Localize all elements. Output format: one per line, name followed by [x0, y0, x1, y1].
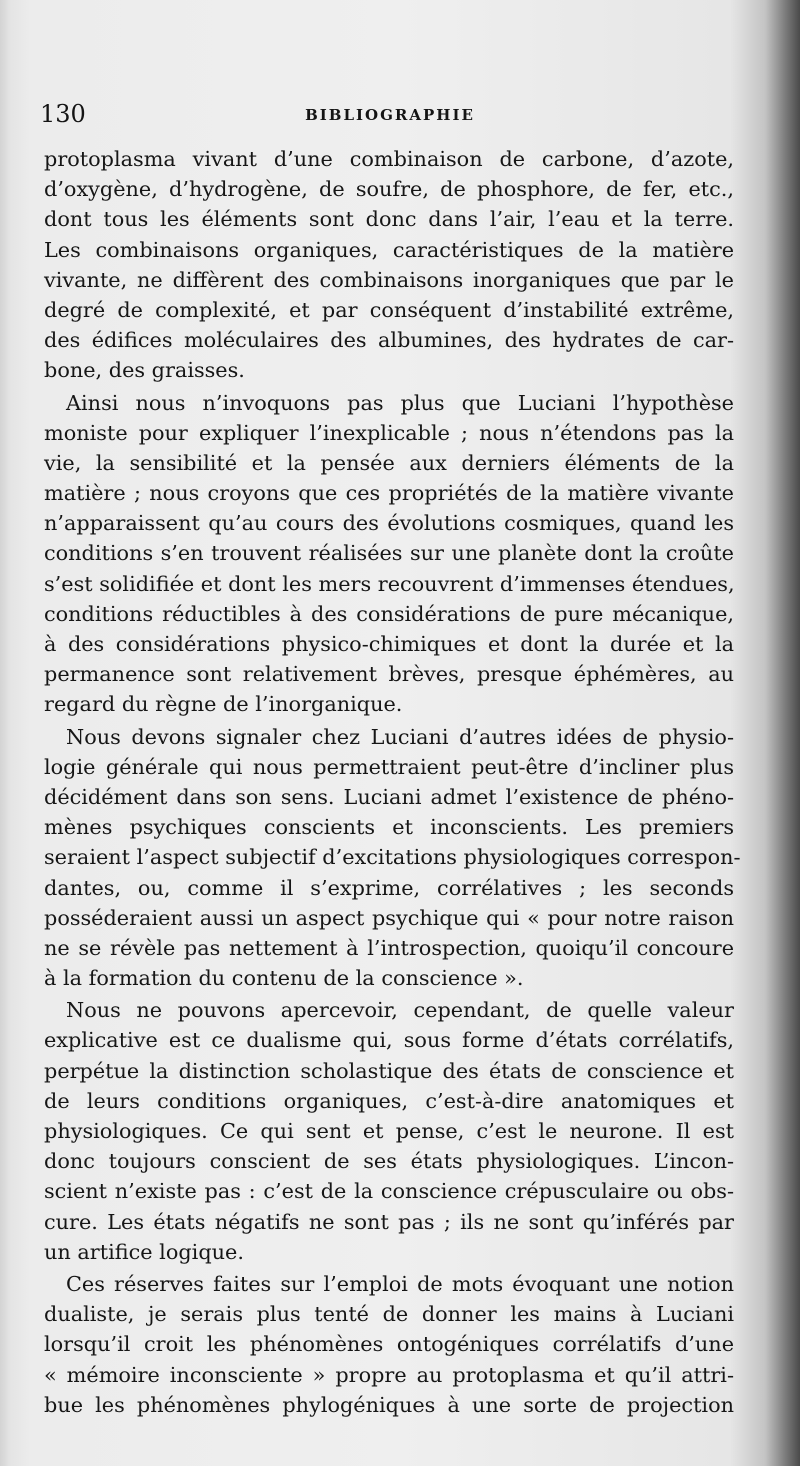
text-line: des édifices moléculaires des albumines, des hydrates de car-	[44, 328, 734, 353]
text-line: s’est solidifiée et dont les mers recouvrent d’immenses étendues,	[44, 571, 735, 596]
text-line: à des considérations physico-chimiques et dont la durée et la	[44, 632, 734, 656]
text-line: Ainsi nous n’invoquons pas plus que Luciani l’hypothèse	[66, 390, 734, 415]
text-line: logie générale qui nous permettraient peut-être d’incliner plus	[44, 754, 734, 779]
text-line: regard du règne de l’inorganique.	[44, 692, 403, 717]
text-line: explicative est ce dualisme qui, sous forme d’états corrélatifs,	[44, 1028, 734, 1053]
text-line: protoplasma vivant d’une combinaison de carbone, d’azote,	[44, 147, 734, 171]
body-text	[44, 144, 741, 1420]
text-line: n’apparaissent qu’au cours des évolutions cosmiques, quand les	[44, 511, 734, 536]
text-line: vie, la sensibilité et la pensée aux derniers éléments de la	[44, 450, 734, 475]
text-line: mènes psychiques conscients et inconscients. Les premiers	[44, 815, 734, 840]
text-line: de leurs conditions organiques, c’est-à-dire anatomiques et	[44, 1088, 734, 1113]
page-header	[40, 100, 740, 134]
paragraph	[44, 144, 734, 386]
page-number: 130	[40, 100, 86, 128]
text-line: matière ; nous croyons que ces propriétés de la matière vivante	[44, 481, 734, 506]
text-line: conditions s’en trouvent réalisées sur une planète dont la croûte	[44, 541, 734, 566]
text-line: un artifice logique.	[44, 1239, 244, 1264]
text-line: d’oxygène, d’hydrogène, de soufre, de phosphore, de fer, etc.,	[44, 177, 734, 202]
text-line: dantes, ou, comme il s’exprime, corrélatives ; les seconds	[44, 875, 734, 900]
text-line: seraient l’aspect subjectif d’excitations physiologiques correspon-	[44, 845, 741, 870]
text-line: dont tous les éléments sont donc dans l’air, l’eau et la terre.	[44, 207, 734, 232]
text-line: conditions réductibles à des considérations de pure mécanique,	[44, 601, 734, 626]
text-line: ne se révèle pas nettement à l’introspection, quoiqu’il concoure	[44, 935, 734, 960]
text-line: bue les phénomènes phylogéniques à une sorte de projection	[44, 1392, 734, 1417]
running-title: BIBLIOGRAPHIE	[305, 106, 475, 124]
paragraph	[44, 995, 734, 1267]
text-line: scient n’existe pas : c’est de la conscience crépusculaire ou obs-	[44, 1179, 734, 1204]
text-line: cure. Les états négatifs ne sont pas ; ils ne sont qu’inférés par	[44, 1209, 734, 1234]
paragraph	[44, 1269, 734, 1420]
text-line: bone, des graisses.	[44, 358, 245, 383]
text-line: perpétue la distinction scholastique des états de conscience et	[44, 1058, 734, 1083]
text-line: Nous devons signaler chez Luciani d’autres idées de physio-	[66, 724, 734, 749]
text-line: Nous ne pouvons apercevoir, cependant, de quelle valeur	[66, 998, 734, 1023]
text-line: à la formation du contenu de la conscience ».	[44, 966, 524, 991]
text-line: lorsqu’il croit les phénomènes ontogéniques corrélatifs d’une	[44, 1332, 734, 1357]
paragraph	[44, 722, 741, 994]
text-line: degré de complexité, et par conséquent d’instabilité extrême,	[44, 297, 734, 322]
text-line: vivante, ne diffèrent des combinaisons inorganiques que par le	[44, 267, 734, 292]
text-line: Ces réserves faites sur l’emploi de mots évoquant une notion	[66, 1271, 734, 1296]
text-line: Les combinaisons organiques, caractéristiques de la matière	[44, 237, 734, 262]
text-line: permanence sont relativement brèves, presque éphémères, au	[44, 662, 734, 687]
text-line: donc toujours conscient de ses états physiologiques. L’incon-	[44, 1149, 734, 1174]
text-line: posséderaient aussi un aspect psychique qui « pour notre raison	[44, 905, 734, 930]
text-line: « mémoire inconsciente » propre au protoplasma et qu’il attri-	[44, 1362, 734, 1387]
text-line: décidément dans son sens. Luciani admet l’existence de phéno-	[44, 784, 734, 809]
text-line: dualiste, je serais plus tenté de donner les mains à Luciani	[44, 1302, 734, 1327]
text-line: moniste pour expliquer l’inexplicable ; nous n’étendons pas la	[44, 420, 734, 445]
paragraph	[44, 388, 734, 720]
text-line: physiologiques. Ce qui sent et pense, c’est le neurone. Il est	[44, 1119, 734, 1143]
